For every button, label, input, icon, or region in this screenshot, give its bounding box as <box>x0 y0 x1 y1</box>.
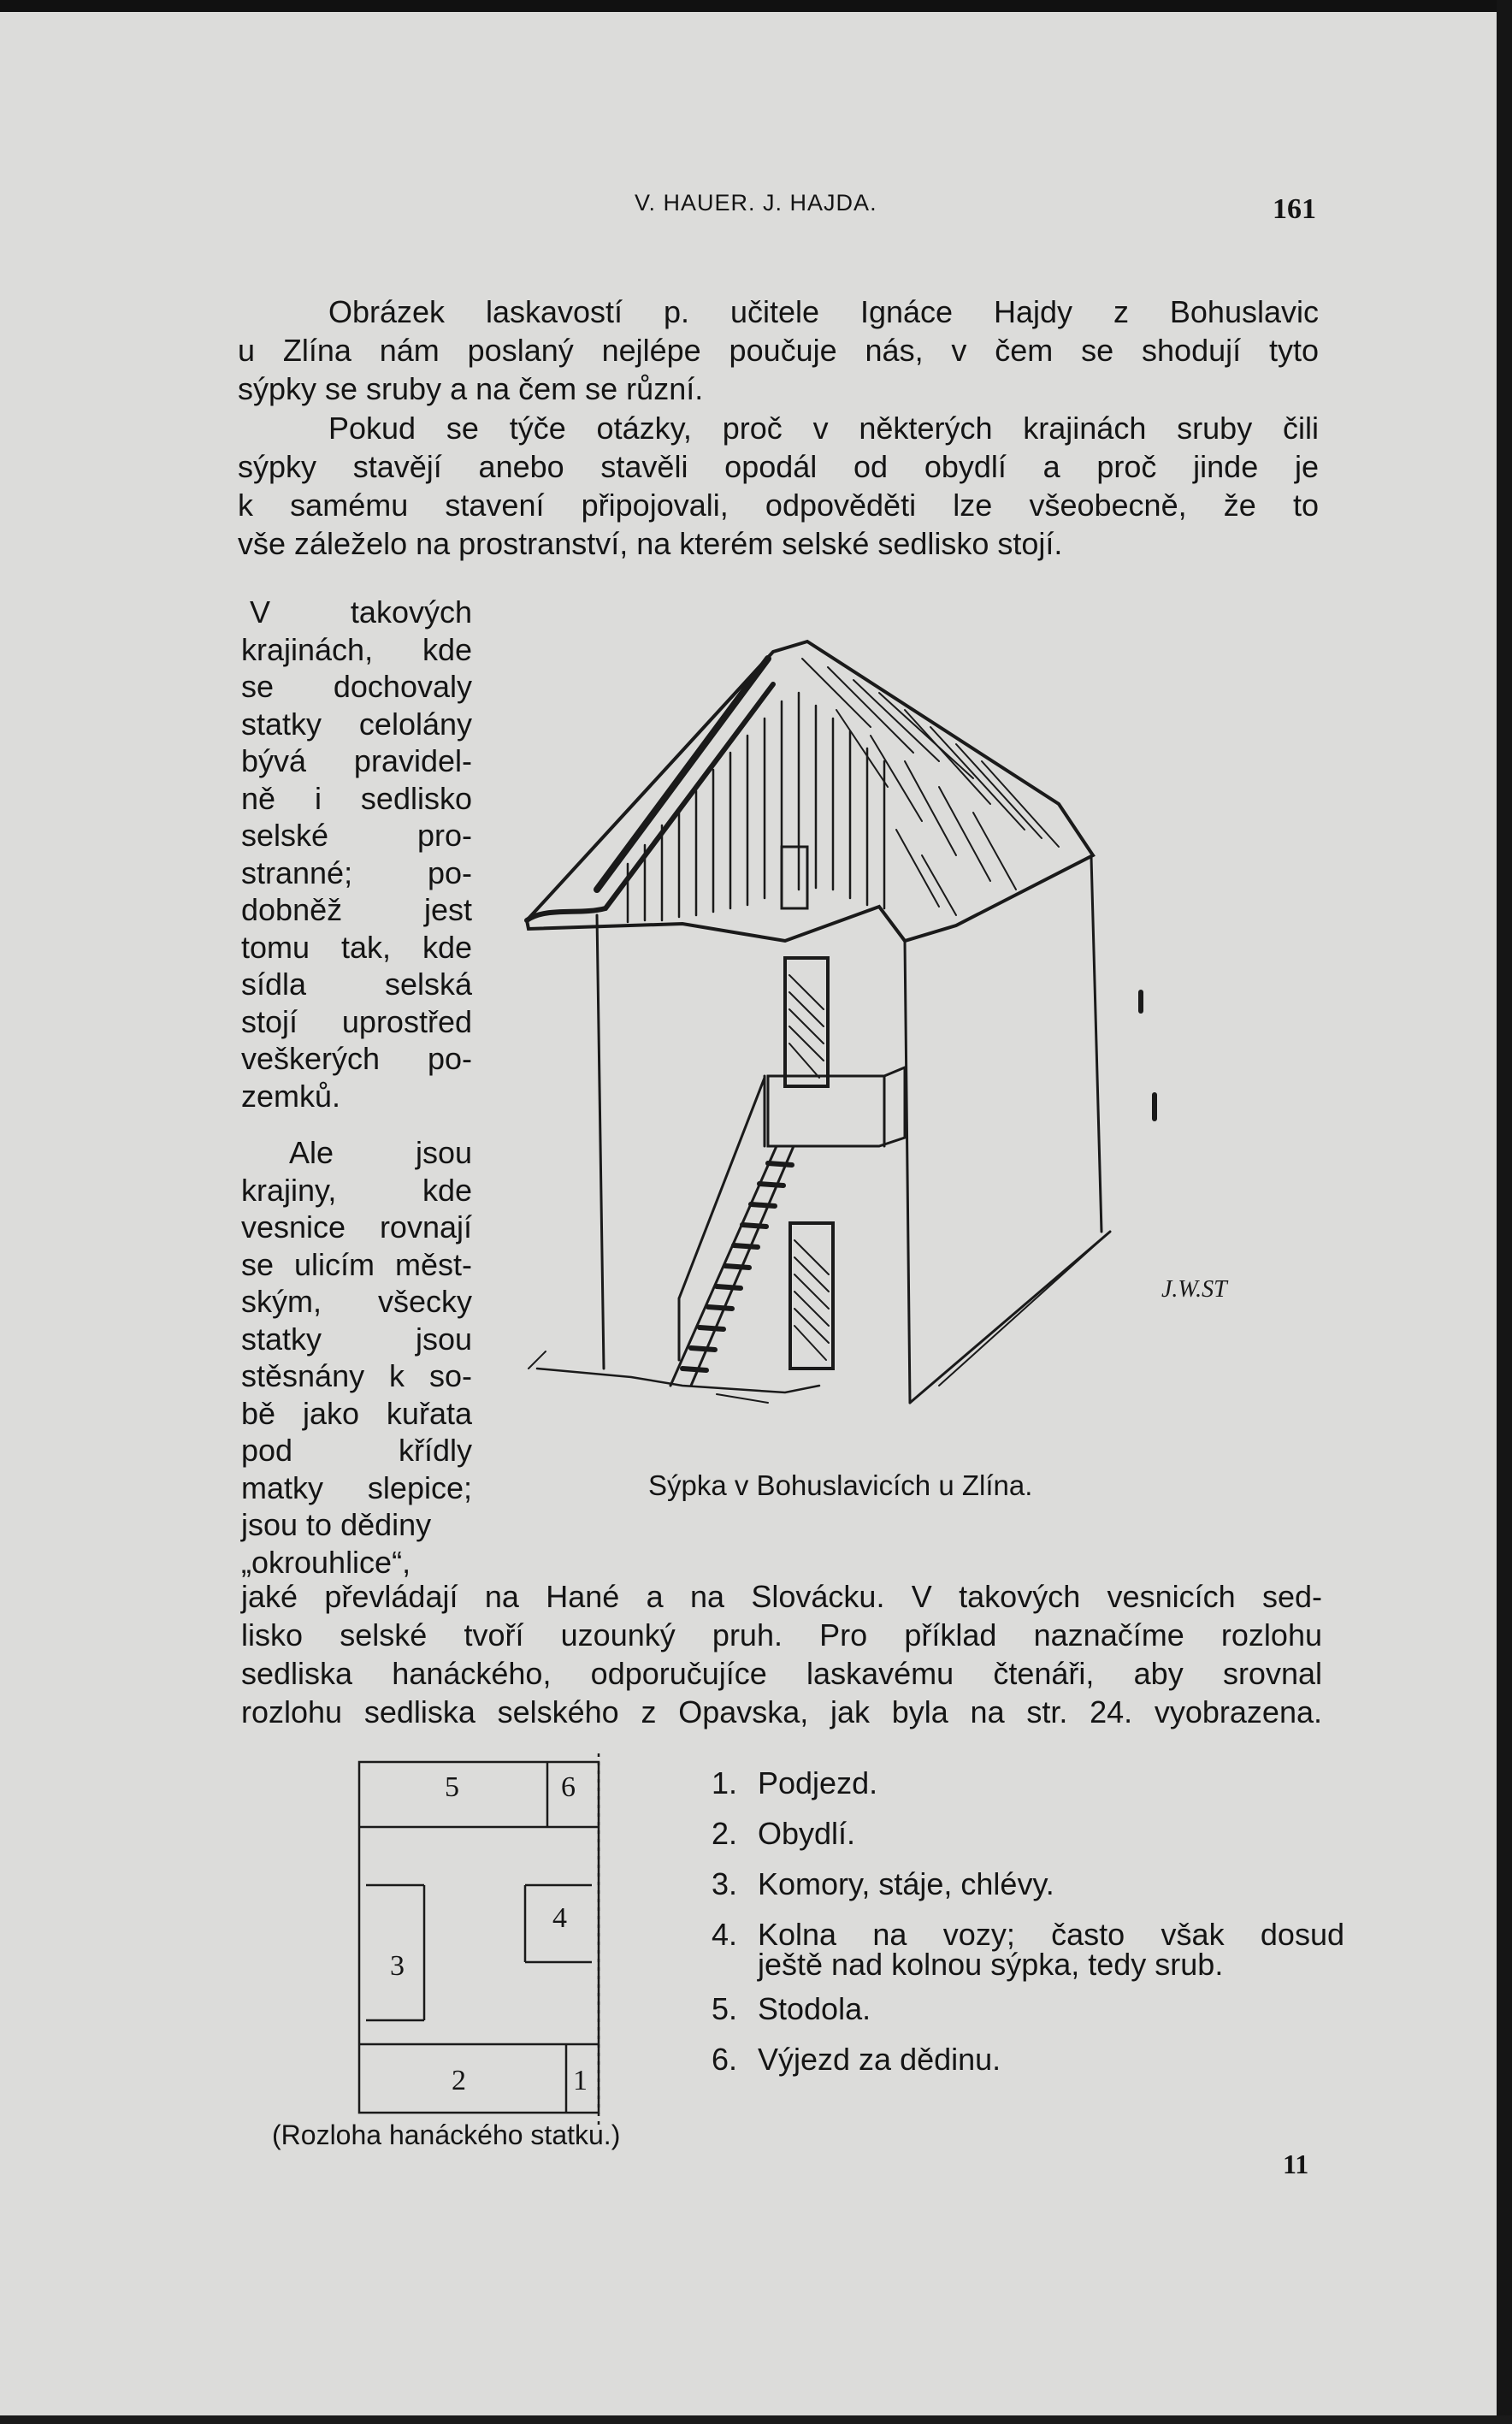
text-line: sedliska hanáckého, odporučujíce laskavému čtenáři, aby srovnal <box>241 1656 1322 1691</box>
granary-illustration <box>511 633 1332 1446</box>
text-line: k samému stavení připojovali, odpověděti lze všeobecně, že to <box>238 488 1319 523</box>
plan-legend <box>712 1758 1344 2084</box>
text-line: ským, všecky <box>241 1284 472 1319</box>
legend-item <box>712 1984 1344 2034</box>
text-line: krajiny, kde <box>241 1172 472 1208</box>
text-line: „okrouhlice“, <box>241 1544 411 1580</box>
text-line: jsou to dědiny <box>241 1507 432 1542</box>
text-line: lisko selské tvoří uzounký pruh. Pro příklad naznačíme rozlohu <box>241 1617 1322 1652</box>
plan-label-5: 5 <box>445 1771 459 1803</box>
text-line: stěsnány k so- <box>241 1358 472 1393</box>
plan-label-6: 6 <box>561 1771 576 1803</box>
legend-text: Obydlí. <box>758 1816 856 1851</box>
text-line: statky celolány <box>241 706 472 742</box>
text-line: bývá pravidel- <box>241 743 472 778</box>
printer-signature-mark: 11 <box>1283 2149 1309 2179</box>
legend-text: Výjezd za dědinu. <box>758 2042 1001 2077</box>
illustrator-signature: J.W.ST <box>1161 1276 1227 1303</box>
text-line: bě jako kuřata <box>241 1395 472 1431</box>
legend-item <box>712 1808 1344 1859</box>
legend-number: 4. <box>712 1917 738 1952</box>
scan-edge-top <box>0 0 1512 12</box>
legend-text: ještě nad kolnou sýpka, tedy srub. <box>758 1947 1224 1982</box>
text-line: V takových <box>250 594 472 630</box>
text-line: matky slepice; <box>241 1469 472 1505</box>
plan-caption: (Rozloha hanáckého statku.) <box>272 2120 621 2150</box>
text-line: se ulicím měst- <box>241 1246 472 1282</box>
legend-number: 2. <box>712 1816 738 1851</box>
text-line: dobněž jest <box>241 892 472 927</box>
page-number: 161 <box>1273 193 1316 225</box>
legend-number: 3. <box>712 1866 738 1901</box>
legend-number: 1. <box>712 1765 738 1800</box>
running-head: V. HAUER. J. HAJDA. <box>635 190 877 216</box>
legend-item-continuation <box>712 1946 1344 1984</box>
text-line: statky jsou <box>241 1321 472 1357</box>
text-line: se dochovaly <box>241 669 472 704</box>
text-line: Ale jsou <box>289 1135 472 1170</box>
text-line: jaké převládají na Hané a na Slovácku. V takových vesnicích sed- <box>241 1579 1322 1614</box>
text-line: Pokud se týče otázky, proč v některých krajinách sruby čili <box>328 411 1319 446</box>
text-line: krajinách, kde <box>241 631 472 667</box>
text-line: u Zlína nám poslaný nejlépe poučuje nás, v čem se shodují tyto <box>238 333 1319 368</box>
legend-text: Kolna na vozy; často však dosud <box>758 1917 1344 1952</box>
plan-label-4: 4 <box>552 1902 567 1934</box>
scan-edge-right <box>1497 0 1512 2424</box>
text-line: vesnice rovnají <box>241 1209 472 1245</box>
legend-number: 5. <box>712 1991 738 2026</box>
text-line: selské pro- <box>241 818 472 853</box>
text-line: stojí uprostřed <box>241 1003 472 1039</box>
legend-item <box>712 1758 1344 1808</box>
text-line: sýpky se sruby a na čem se různí. <box>238 371 704 406</box>
legend-number: 6. <box>712 2042 738 2077</box>
plan-label-3: 3 <box>390 1950 405 1982</box>
text-line: Obrázek laskavostí p. učitele Ignáce Hajdy z Bohuslavic <box>328 294 1319 329</box>
text-line: veškerých po- <box>241 1041 472 1076</box>
narrow-paragraph-1 <box>241 594 472 1114</box>
paragraph-2 <box>238 409 1319 563</box>
wide-paragraph <box>241 1577 1322 1731</box>
plan-label-2: 2 <box>452 2065 466 2096</box>
text-line: tomu tak, kde <box>241 929 472 965</box>
text-line: pod křídly <box>241 1433 472 1468</box>
text-line: rozlohu sedliska selského z Opavska, jak byla na str. 24. vyobrazena. <box>241 1694 1322 1729</box>
legend-item <box>712 2034 1344 2084</box>
text-line: stranné; po- <box>241 854 472 890</box>
narrow-paragraph-2 <box>241 1134 472 1581</box>
text-line: zemků. <box>241 1078 341 1114</box>
text-line: vše záleželo na prostranství, na kterém selské sedlisko stojí. <box>238 526 1063 561</box>
plan-label-1: 1 <box>573 2065 588 2096</box>
text-line: sídla selská <box>241 967 472 1002</box>
figure-caption: Sýpka v Bohuslavicích u Zlína. <box>648 1469 1033 1501</box>
legend-text: Stodola. <box>758 1991 871 2026</box>
text-line: sýpky stavějí anebo stavěli opodál od obydlí a proč jinde je <box>238 449 1319 484</box>
legend-text: Podjezd. <box>758 1765 878 1800</box>
paragraph-1 <box>238 293 1319 408</box>
scan-edge-bottom <box>0 2415 1512 2424</box>
legend-item <box>712 1859 1344 1909</box>
text-line: ně i sedlisko <box>241 780 472 816</box>
legend-text: Komory, stáje, chlévy. <box>758 1866 1054 1901</box>
